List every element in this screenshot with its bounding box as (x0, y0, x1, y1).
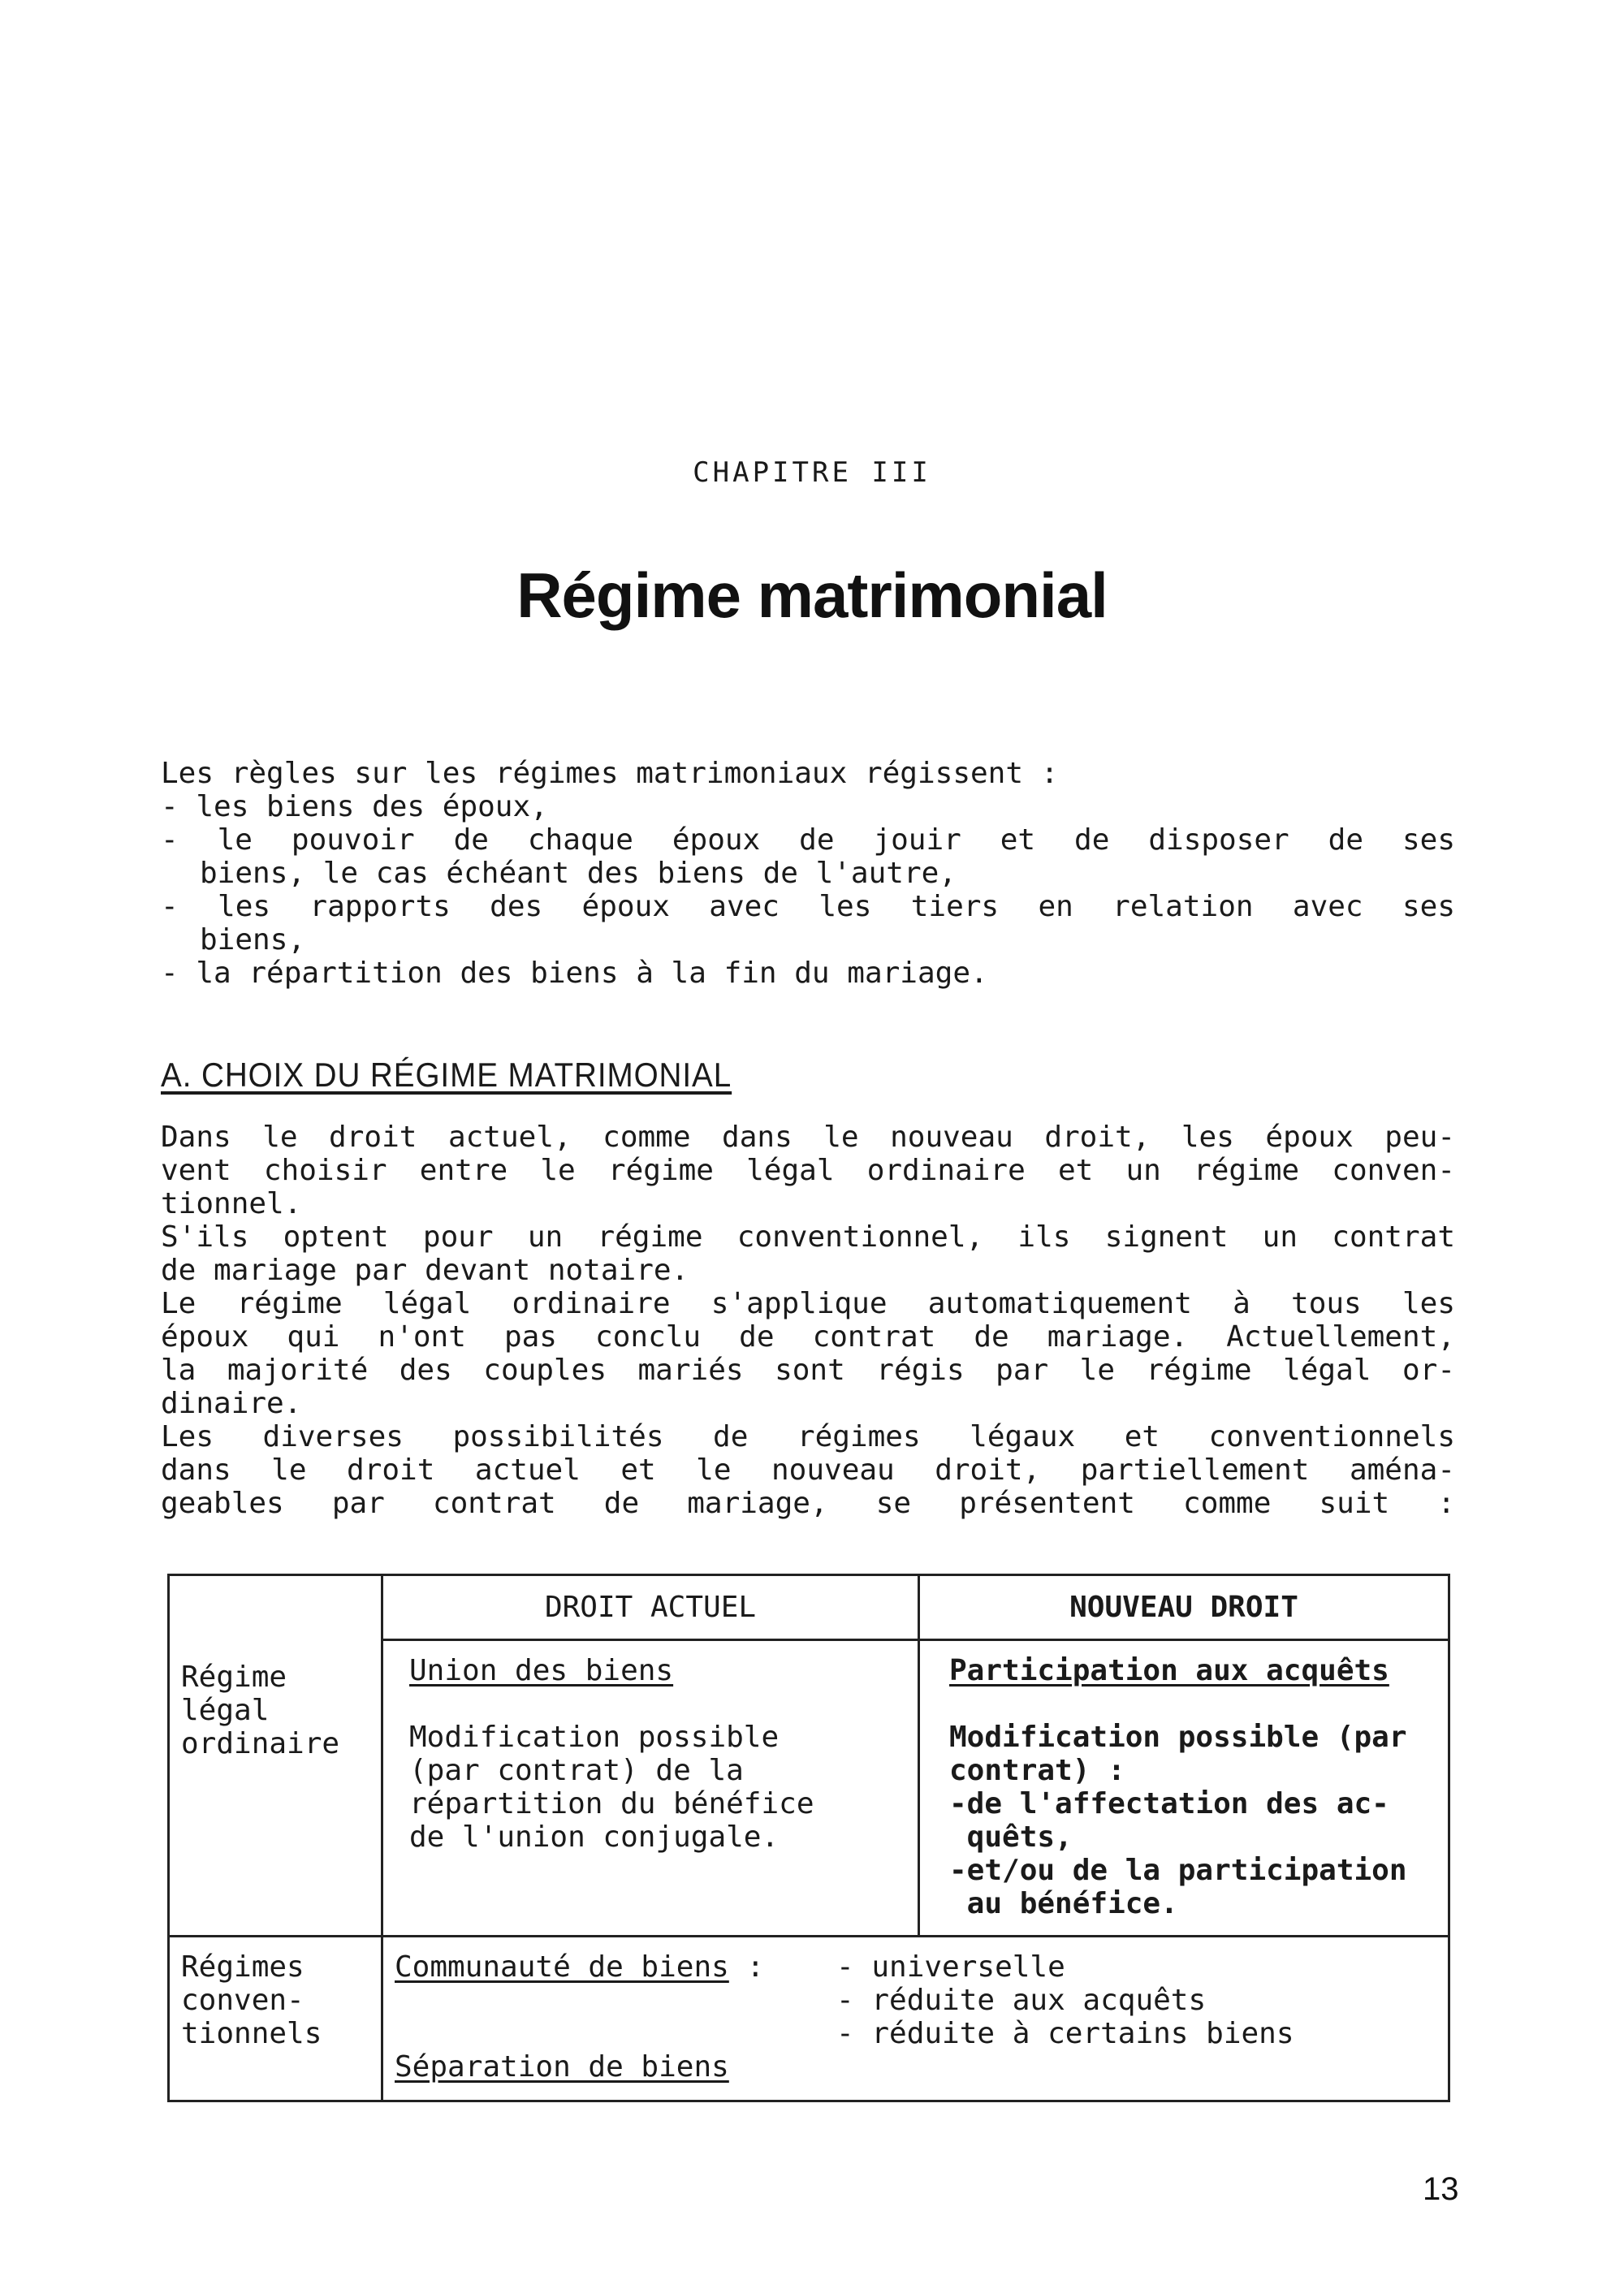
text-line: vent choisir entre le régime légal ordinaire et un régime conven- (161, 1154, 1455, 1187)
text-line: Modification possible (par (949, 1721, 1407, 1754)
intro-lead: Les règles sur les régimes matrimoniaux régissent : (161, 757, 1059, 790)
text-line: (par contrat) de la (409, 1754, 744, 1787)
table-header-row (169, 1575, 1449, 1640)
text-line: tionnel. (161, 1187, 302, 1220)
section-a-paragraph (161, 1121, 1455, 1520)
cell-conventionnels (382, 1937, 1449, 2101)
communaute-option: - universelle (836, 1950, 1065, 1984)
label-line: Régime (181, 1661, 287, 1694)
union-title: Union des biens (409, 1654, 674, 1687)
section-heading-a: A. CHOIX DU RÉGIME MATRIMONIAL (161, 1056, 732, 1094)
row-label-conventionnels (169, 1937, 382, 2101)
text-line: dinaire. (161, 1387, 302, 1420)
separation-title: Séparation de biens (395, 2050, 729, 2084)
communaute-separator: : (728, 1950, 782, 1984)
label-line: légal (181, 1694, 270, 1727)
text-line: Les diverses possibilités de régimes légaux et conventionnels (161, 1420, 1455, 1453)
text-line: Dans le droit actuel, comme dans le nouveau droit, les époux peu- (161, 1121, 1455, 1154)
text-line: époux qui n'ont pas conclu de contrat de mariage. Actuellement, (161, 1320, 1455, 1354)
intro-item-cont: biens, (200, 923, 306, 957)
intro-paragraph (161, 757, 1455, 990)
communaute-option: - réduite à certains biens (836, 2017, 1294, 2050)
label-line: conven- (181, 1984, 304, 2017)
intro-item: - les biens des époux, (161, 790, 548, 823)
table-row-conventionnels (169, 1937, 1449, 2101)
intro-item: - les rapports des époux avec les tiers en relation avec ses (161, 890, 1455, 923)
text-line: -et/ou de la participation (949, 1854, 1407, 1887)
text-line: au bénéfice. (949, 1887, 1178, 1920)
intro-item: - le pouvoir de chaque époux de jouir et de disposer de ses (161, 823, 1455, 857)
text-line: S'ils optent pour un régime conventionnel, ils signent un contrat (161, 1220, 1455, 1254)
communaute-title: Communauté de biens (395, 1950, 729, 1984)
text-line: de mariage par devant notaire. (161, 1254, 689, 1287)
column-header-nouveau: NOUVEAU DROIT (919, 1575, 1449, 1640)
text-line: Le régime légal ordinaire s'applique automatiquement à tous les (161, 1287, 1455, 1320)
label-line: ordinaire (181, 1727, 340, 1760)
text-line: quêts, (949, 1820, 1073, 1854)
cell-actuel-legal (382, 1640, 919, 1937)
text-line: geables par contrat de mariage, se présentent comme suit : (161, 1487, 1455, 1520)
intro-item: - la répartition des biens à la fin du mariage. (161, 957, 988, 990)
row-label-legal (169, 1575, 382, 1937)
cell-nouveau-legal (919, 1640, 1449, 1937)
label-line: Régimes (181, 1950, 304, 1984)
text-line: de l'union conjugale. (409, 1820, 780, 1854)
text-line: Modification possible (409, 1721, 780, 1754)
text-line: dans le droit actuel et le nouveau droit, partiellement aména- (161, 1453, 1455, 1487)
text-line: -de l'affectation des ac- (949, 1787, 1389, 1820)
column-header-actuel: DROIT ACTUEL (382, 1575, 919, 1640)
page-title: Régime matrimonial (516, 559, 1108, 631)
chapter-label: CHAPITRE III (693, 456, 931, 489)
text-line: contrat) : (949, 1754, 1125, 1787)
regimes-table (167, 1574, 1450, 2102)
text-line: répartition du bénéfice (409, 1787, 814, 1820)
text-line: la majorité des couples mariés sont régis par le régime légal or- (161, 1354, 1455, 1387)
intro-item-cont: biens, le cas échéant des biens de l'autre, (200, 857, 957, 890)
participation-title: Participation aux acquêts (949, 1654, 1389, 1687)
communaute-option: - réduite aux acquêts (836, 1984, 1207, 2017)
label-line: tionnels (181, 2017, 322, 2050)
page-number: 13 (1423, 2171, 1459, 2207)
